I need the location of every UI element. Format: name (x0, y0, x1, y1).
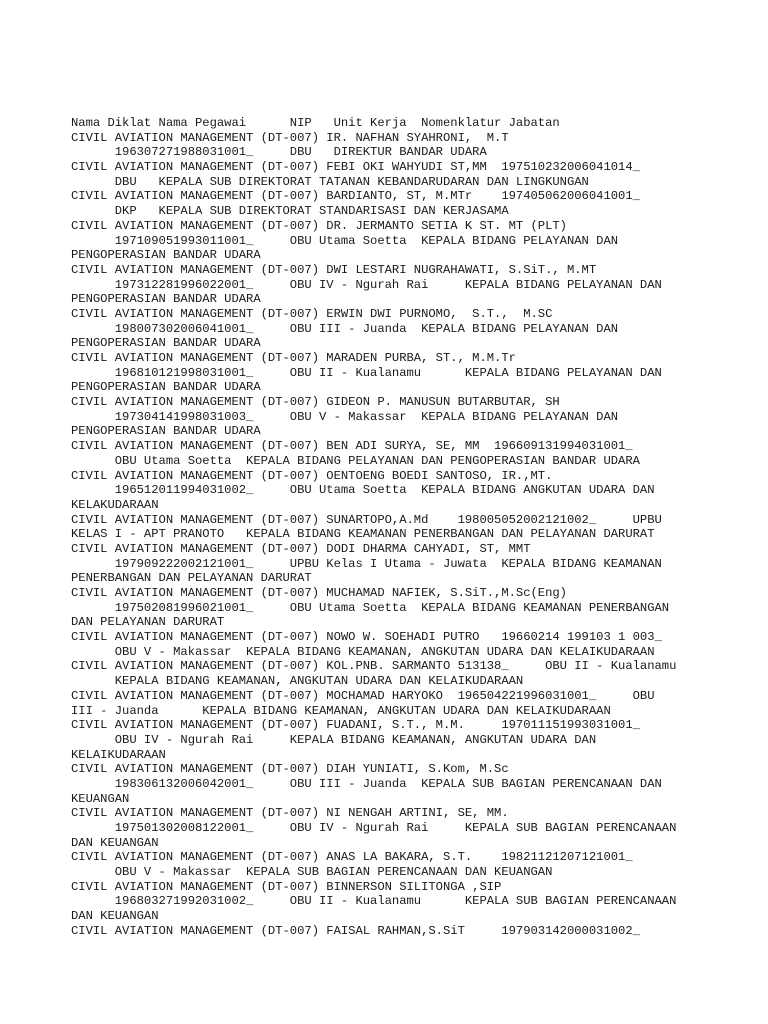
document-line: CIVIL AVIATION MANAGEMENT (DT-007) OENTOENG BOEDI SANTOSO, IR.,MT. (71, 468, 553, 483)
document-line: OBU Utama Soetta KEPALA BIDANG PELAYANAN DAN PENGOPERASIAN BANDAR UDARA (71, 453, 640, 468)
document-line: CIVIL AVIATION MANAGEMENT (DT-007) DIAH YUNIATI, S.Kom, M.Sc (71, 762, 509, 777)
document-line: 196307271988031001_ DBU DIREKTUR BANDAR UDARA (71, 145, 487, 160)
document-line: CIVIL AVIATION MANAGEMENT (DT-007) NOWO W. SOEHADI PUTRO 19660214 199103 1 003_ (71, 630, 662, 645)
document-line: KEUANGAN (71, 791, 130, 806)
document-line: CIVIL AVIATION MANAGEMENT (DT-007) DR. JERMANTO SETIA K ST. MT (PLT) (71, 218, 567, 233)
document-line: PENGOPERASIAN BANDAR UDARA (71, 336, 261, 351)
document-line: CIVIL AVIATION MANAGEMENT (DT-007) BINNERSON SILITONGA ,SIP (71, 879, 502, 894)
document-line: 197304141998031003_ OBU V - Makassar KEPALA BIDANG PELAYANAN DAN (71, 409, 619, 424)
document-line: DKP KEPALA SUB DIREKTORAT STANDARISASI DAN KERJASAMA (71, 204, 509, 219)
document-line: KELAIKUDARAAN (71, 747, 166, 762)
document-line: PENERBANGAN DAN PELAYANAN DARURAT (71, 571, 312, 586)
document-line: CIVIL AVIATION MANAGEMENT (DT-007) FAISAL RAHMAN,S.SiT 197903142000031002_ (71, 923, 640, 938)
document-line: 197109051993011001_ OBU Utama Soetta KEPALA BIDANG PELAYANAN DAN (71, 233, 619, 248)
document-line: CIVIL AVIATION MANAGEMENT (DT-007) DODI DHARMA CAHYADI, ST, MMT (71, 541, 531, 556)
document-line: KEPALA BIDANG KEAMANAN, ANGKUTAN UDARA DAN KELAIKUDARAAN (71, 674, 524, 689)
document-line: CIVIL AVIATION MANAGEMENT (DT-007) MOCHAMAD HARYOKO 196504221996031001_ OBU (71, 688, 655, 703)
document-line: CIVIL AVIATION MANAGEMENT (DT-007) KOL.PNB. SARMANTO 513138_ OBU II - Kualanamu (71, 659, 677, 674)
document-line: 196803271992031002_ OBU II - Kualanamu KEPALA SUB BAGIAN PERENCANAAN (71, 894, 677, 909)
document-line: PENGOPERASIAN BANDAR UDARA (71, 292, 261, 307)
document-line: OBU V - Makassar KEPALA SUB BAGIAN PERENCANAAN DAN KEUANGAN (71, 865, 553, 880)
document-line: KELAKUDARAAN (71, 497, 159, 512)
document-line: 197502081996021001_ OBU Utama Soetta KEPALA BIDANG KEAMANAN PENERBANGAN (71, 600, 670, 615)
document-line: III - Juanda KEPALA BIDANG KEAMANAN, ANGKUTAN UDARA DAN KELAIKUDARAAN (71, 703, 611, 718)
document-line: CIVIL AVIATION MANAGEMENT (DT-007) FUADANI, S.T., M.M. 197011151993031001_ (71, 718, 640, 733)
document-line: 197312281996022001_ OBU IV - Ngurah Rai KEPALA BIDANG PELAYANAN DAN (71, 277, 662, 292)
document-line: PENGOPERASIAN BANDAR UDARA (71, 380, 261, 395)
document-line: 198306132006042001_ OBU III - Juanda KEPALA SUB BAGIAN PERENCANAAN DAN (71, 776, 662, 791)
document-line: OBU IV - Ngurah Rai KEPALA BIDANG KEAMANAN, ANGKUTAN UDARA DAN (71, 732, 597, 747)
document-line: PENGOPERASIAN BANDAR UDARA (71, 248, 261, 263)
document-line: 196512011994031002_ OBU Utama Soetta KEPALA BIDANG ANGKUTAN UDARA DAN (71, 483, 655, 498)
table-header-line: Nama Diklat Nama Pegawai NIP Unit Kerja Nomenklatur Jabatan (71, 116, 560, 130)
document-line: DAN PELAYANAN DARURAT (71, 615, 225, 630)
document-line: KELAS I - APT PRANOTO KEPALA BIDANG KEAMANAN PENERBANGAN DAN PELAYANAN DARURAT (71, 527, 655, 542)
document-line: 197501302008122001_ OBU IV - Ngurah Rai KEPALA SUB BAGIAN PERENCANAAN (71, 821, 677, 835)
document-line: CIVIL AVIATION MANAGEMENT (DT-007) ERWIN DWI PURNOMO, S.T., M.SC (71, 306, 553, 321)
document-line: CIVIL AVIATION MANAGEMENT (DT-007) MUCHAMAD NAFIEK, S.SiT.,M.Sc(Eng) (71, 586, 567, 600)
document-line: CIVIL AVIATION MANAGEMENT (DT-007) IR. NAFHAN SYAHRONI, M.T (71, 130, 509, 145)
document-line: 198007302006041001_ OBU III - Juanda KEPALA BIDANG PELAYANAN DAN (71, 321, 619, 336)
document-line: CIVIL AVIATION MANAGEMENT (DT-007) ANAS LA BAKARA, S.T. 19821121207121001_ (71, 850, 633, 865)
document-line: 196810121998031001_ OBU II - Kualanamu KEPALA BIDANG PELAYANAN DAN (71, 365, 662, 380)
document-line: DAN KEUANGAN (71, 909, 159, 924)
document-line: CIVIL AVIATION MANAGEMENT (DT-007) MARADEN PURBA, ST., M.M.Tr (71, 351, 516, 365)
document-line: CIVIL AVIATION MANAGEMENT (DT-007) BARDIANTO, ST, M.MTr 197405062006041001_ (71, 189, 640, 204)
document-line: CIVIL AVIATION MANAGEMENT (DT-007) GIDEON P. MANUSUN BUTARBUTAR, SH (71, 395, 560, 410)
document-line: OBU V - Makassar KEPALA BIDANG KEAMANAN, ANGKUTAN UDARA DAN KELAIKUDARAAN (71, 644, 655, 659)
document-line: CIVIL AVIATION MANAGEMENT (DT-007) SUNARTOPO,A.Md 198005052002121002_ UPBU (71, 512, 662, 527)
document-line: CIVIL AVIATION MANAGEMENT (DT-007) FEBI OKI WAHYUDI ST,MM 197510232006041014_ (71, 160, 640, 175)
document-line: 197909222002121001_ UPBU Kelas I Utama - Juwata KEPALA BIDANG KEAMANAN (71, 556, 662, 571)
document-line: DAN KEUANGAN (71, 835, 159, 850)
document-text (71, 116, 731, 939)
document-line: PENGOPERASIAN BANDAR UDARA (71, 424, 261, 439)
document-line: DBU KEPALA SUB DIREKTORAT TATANAN KEBANDARUDARAN DAN LINGKUNGAN (71, 174, 589, 189)
document-line: CIVIL AVIATION MANAGEMENT (DT-007) DWI LESTARI NUGRAHAWATI, S.SiT., M.MT (71, 262, 597, 277)
document-line: CIVIL AVIATION MANAGEMENT (DT-007) BEN ADI SURYA, SE, MM 196609131994031001_ (71, 439, 633, 454)
document-line: CIVIL AVIATION MANAGEMENT (DT-007) NI NENGAH ARTINI, SE, MM. (71, 806, 509, 821)
